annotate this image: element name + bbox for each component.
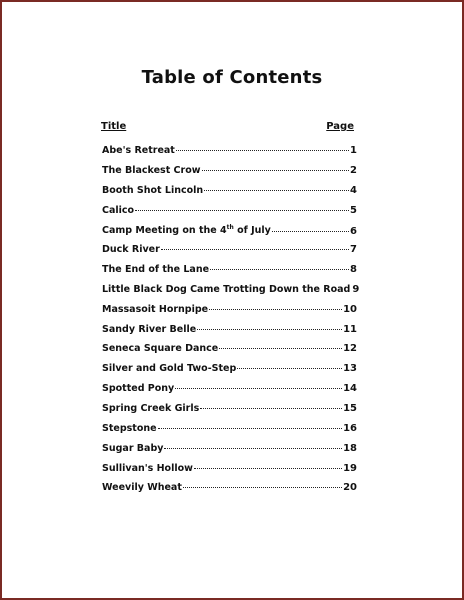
toc-entry[interactable] [102, 244, 357, 264]
toc-entry[interactable] [102, 283, 360, 304]
toc-entry-page: 15 [343, 402, 357, 414]
dot-leader [176, 150, 349, 151]
toc-entry-title: Stepstone [102, 422, 157, 434]
toc-entry-page: 1 [350, 145, 357, 156]
toc-entry-page: 10 [343, 303, 357, 315]
dot-leader [200, 408, 342, 409]
toc-entry-title: Calico [102, 204, 135, 216]
dot-leader [183, 487, 342, 488]
toc-entry-title-end: of July [233, 225, 271, 237]
toc-entry[interactable] [102, 324, 357, 344]
toc-entry-page: 8 [350, 264, 357, 276]
toc-entry-page: 19 [343, 462, 357, 474]
toc-entry-page: 11 [343, 323, 357, 335]
toc-entry[interactable] [102, 165, 357, 185]
toc-entry-page: 14 [343, 383, 357, 395]
toc-entry-title: Duck River [102, 244, 160, 256]
toc-entry[interactable] [102, 224, 357, 244]
toc-entry-page: 20 [343, 482, 357, 494]
toc-entry-page: 12 [343, 343, 357, 355]
toc-entry[interactable] [102, 403, 357, 423]
title-column-header: Title [101, 121, 127, 132]
toc-entry[interactable] [102, 423, 357, 443]
toc-entry[interactable] [102, 304, 357, 324]
toc-entry-title: Spotted Pony [102, 383, 175, 395]
toc-entry-page: 16 [343, 422, 357, 434]
dot-leader [219, 348, 342, 349]
toc-entry-title: Silver and Gold Two-Step [102, 363, 237, 375]
ordinal-suffix: th [226, 224, 234, 232]
toc-entry-title: Sugar Baby [102, 442, 164, 454]
toc-entry-title: Seneca Square Dance [102, 343, 219, 355]
toc-entry-title: Sullivan's Hollow [102, 462, 193, 474]
toc-entry[interactable] [102, 264, 357, 284]
toc-entry-page: 9 [352, 283, 360, 295]
toc-entry[interactable] [102, 343, 357, 363]
toc-entry-title: Massasoit Hornpipe [102, 303, 209, 315]
dot-leader [164, 448, 342, 449]
dot-leader [209, 309, 342, 310]
dot-leader [158, 428, 343, 429]
toc-entry-page: 13 [343, 363, 357, 375]
toc-entry-page: 2 [350, 164, 357, 176]
page-title: Table of Contents [141, 67, 323, 88]
toc-entry-page: 18 [343, 442, 357, 454]
toc-entry-page: 7 [350, 244, 357, 256]
dot-leader [204, 190, 349, 191]
toc-entry-title: Abe's Retreat [102, 145, 175, 156]
dot-leader [194, 468, 342, 469]
dot-leader [175, 388, 342, 389]
dot-leader [210, 269, 349, 270]
toc-entry[interactable] [102, 443, 357, 463]
toc-entry-title: Sandy River Belle [102, 323, 197, 335]
toc-entry-page: 4 [350, 184, 357, 196]
toc-entry-title-start: Camp Meeting on the 4 [102, 225, 227, 237]
toc-entry-page: 5 [350, 204, 357, 216]
dot-leader [197, 329, 342, 330]
toc-entry-title [102, 224, 271, 236]
dot-leader [202, 170, 350, 171]
toc-entry-title: The End of the Lane [102, 264, 210, 276]
toc-entry[interactable] [102, 482, 357, 502]
toc-list [102, 145, 360, 502]
toc-entry[interactable] [102, 205, 357, 225]
toc-entry[interactable] [102, 363, 357, 383]
dot-leader [135, 210, 349, 211]
toc-entry[interactable] [102, 185, 357, 205]
toc-entry[interactable] [102, 463, 357, 483]
toc-entry-title: Weevily Wheat [102, 482, 182, 494]
toc-entry-title: Booth Shot Lincoln [102, 184, 204, 196]
toc-entry-page: 6 [350, 225, 357, 237]
page-column-header: Page [326, 121, 354, 132]
dot-leader [161, 249, 349, 250]
toc-entry-title: Spring Creek Girls [102, 402, 200, 414]
dot-leader [237, 368, 342, 369]
toc-entry-title: Little Black Dog Came Trotting Down the Road [102, 283, 351, 295]
toc-entry[interactable] [102, 145, 357, 165]
toc-entry[interactable] [102, 383, 357, 403]
toc-entry-title: The Blackest Crow [102, 164, 201, 176]
dot-leader [272, 231, 349, 232]
